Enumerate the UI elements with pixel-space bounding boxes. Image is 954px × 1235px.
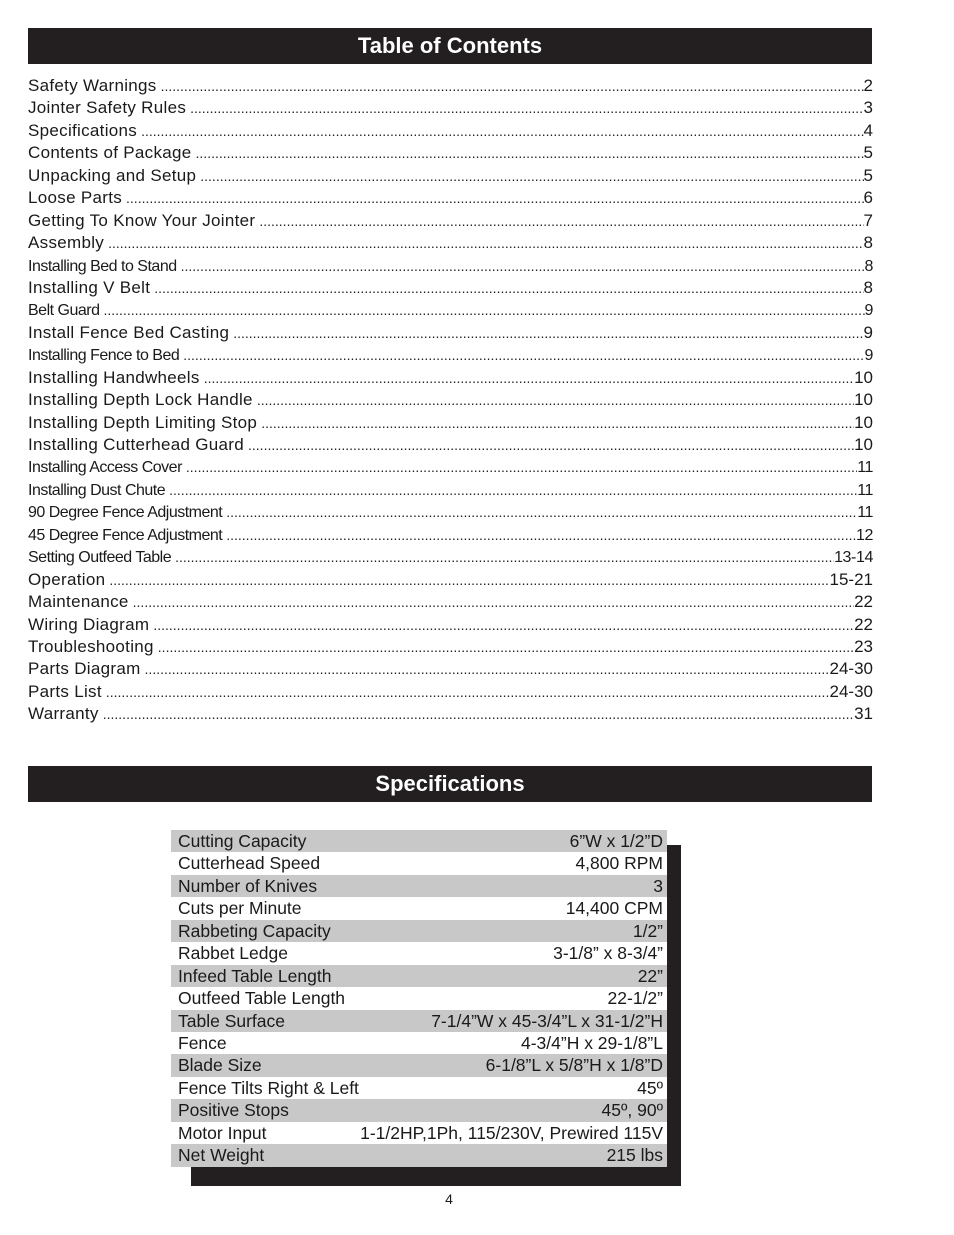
toc-entry: [28, 142, 873, 164]
toc-entry: [28, 591, 873, 613]
toc-entry-page: 2: [863, 76, 873, 95]
toc-leader-dots: [108, 232, 863, 254]
toc-leader-dots: [196, 142, 864, 164]
toc-entry: [28, 546, 873, 568]
toc-entry-page: 8: [863, 277, 873, 297]
spec-row: [171, 1010, 667, 1032]
spec-row: [171, 1099, 667, 1121]
toc-entry-page: 6: [863, 188, 873, 208]
spec-row: [171, 942, 667, 964]
toc-entry-label: Belt Guard: [28, 302, 100, 320]
toc-entry: [28, 389, 873, 411]
toc-entry-page: 23: [854, 636, 873, 656]
toc-leader-dots: [261, 412, 854, 434]
toc-entry-page: 8: [864, 257, 873, 275]
spec-label: Fence Tilts Right & Left: [178, 1077, 359, 1098]
toc-entry: [28, 636, 873, 658]
spec-value: 22-1/2”: [607, 988, 663, 1009]
toc-entry: [28, 501, 873, 523]
spec-label: Cutterhead Speed: [178, 853, 321, 874]
toc-entry-page: 11: [857, 459, 873, 477]
spec-row: [171, 1122, 667, 1144]
toc-entry-page: 10: [854, 390, 873, 410]
spec-label: Infeed Table Length: [178, 965, 332, 986]
toc-entry-page: 11: [857, 504, 873, 522]
toc-entry-label: Installing Depth Limiting Stop: [28, 412, 258, 432]
spec-label: Cutting Capacity: [178, 831, 307, 851]
spec-label: Fence: [178, 1032, 227, 1053]
toc-leader-dots: [103, 299, 864, 321]
toc-entry-label: 45 Degree Fence Adjustment: [28, 526, 223, 544]
toc-leader-dots: [154, 277, 863, 299]
spec-value: 4,800 RPM: [575, 853, 663, 874]
toc-entry-page: 7: [863, 210, 873, 230]
toc-entry-label: Installing Dust Chute: [28, 481, 166, 499]
toc-leader-dots: [106, 681, 830, 703]
toc-entry-label: Installing Access Cover: [28, 459, 182, 477]
spec-value: 45º: [637, 1077, 663, 1098]
toc-leader-dots: [190, 97, 863, 119]
toc-entry-page: 13-14: [834, 549, 873, 567]
toc-leader-dots: [133, 591, 854, 613]
spec-label: Rabbet Ledge: [178, 943, 288, 964]
toc-leader-dots: [141, 120, 863, 142]
toc-leader-dots: [233, 322, 863, 344]
toc-leader-dots: [259, 210, 863, 232]
spec-row: [171, 987, 667, 1009]
spec-value: 1/2”: [632, 920, 663, 941]
toc-entry-page: 24-30: [829, 659, 873, 679]
toc-leader-dots: [103, 703, 854, 725]
toc-entry-label: Assembly: [28, 233, 105, 253]
toc-entry-label: Safety Warnings: [28, 76, 157, 95]
toc-entry-label: Troubleshooting: [28, 636, 154, 656]
table-of-contents: [28, 75, 873, 726]
spec-label: Cuts per Minute: [178, 898, 302, 919]
toc-entry: [28, 255, 873, 277]
spec-row: [171, 1054, 667, 1076]
toc-entry-label: Setting Outfeed Table: [28, 549, 172, 567]
spec-row: [171, 1144, 667, 1166]
toc-entry: [28, 569, 873, 591]
page-number: 4: [445, 1191, 453, 1207]
spec-label: Blade Size: [178, 1055, 262, 1076]
toc-entry-label: Contents of Package: [28, 143, 192, 163]
toc-entry: [28, 277, 873, 299]
toc-entry-page: 9: [864, 302, 873, 320]
toc-entry-page: 15-21: [829, 569, 873, 589]
toc-leader-dots: [109, 569, 829, 591]
toc-leader-dots: [161, 75, 864, 97]
spec-row: [171, 852, 667, 874]
toc-leader-dots: [186, 456, 857, 478]
toc-entry: [28, 456, 873, 478]
toc-leader-dots: [175, 546, 834, 568]
spec-value: 215 lbs: [606, 1145, 663, 1166]
specifications-heading: Specifications: [28, 766, 872, 802]
toc-entry-page: 4: [863, 120, 873, 140]
toc-heading: Table of Contents: [28, 28, 872, 64]
toc-entry-label: Unpacking and Setup: [28, 165, 197, 185]
toc-entry: [28, 75, 873, 97]
toc-leader-dots: [257, 389, 854, 411]
spec-row: [171, 897, 667, 919]
toc-entry-label: Parts List: [28, 681, 102, 701]
toc-entry-page: 22: [854, 592, 873, 612]
toc-entry: [28, 412, 873, 434]
spec-row: [171, 965, 667, 987]
toc-entry-page: 5: [863, 165, 873, 185]
toc-entry-label: Installing Depth Lock Handle: [28, 390, 253, 410]
toc-entry: [28, 120, 873, 142]
spec-value: 6”W x 1/2”D: [569, 831, 663, 851]
toc-entry: [28, 703, 873, 725]
toc-entry: [28, 97, 873, 119]
toc-entry-label: Installing V Belt: [28, 277, 151, 297]
toc-entry: [28, 210, 873, 232]
toc-entry-label: Installing Fence to Bed: [28, 347, 180, 365]
toc-entry-page: 10: [854, 435, 873, 454]
toc-entry-label: Loose Parts: [28, 188, 123, 208]
toc-entry-page: 12: [856, 526, 873, 544]
toc-entry-page: 8: [863, 233, 873, 253]
toc-entry: [28, 367, 873, 389]
spec-value: 6-1/8”L x 5/8”H x 1/8”D: [485, 1055, 663, 1076]
toc-entry-page: 3: [863, 98, 873, 118]
toc-entry: [28, 299, 873, 321]
toc-entry-label: Installing Cutterhead Guard: [28, 435, 245, 454]
toc-entry-label: Maintenance: [28, 592, 129, 612]
toc-leader-dots: [226, 524, 856, 546]
toc-leader-dots: [248, 434, 854, 456]
toc-leader-dots: [204, 367, 854, 389]
toc-entry-label: Specifications: [28, 120, 138, 140]
toc-entry-page: 10: [854, 367, 873, 387]
spec-label: Number of Knives: [178, 875, 318, 896]
spec-value: 1-1/2HP,1Ph, 115/230V, Prewired 115V: [360, 1122, 663, 1143]
spec-value: 22”: [637, 965, 663, 986]
toc-entry-label: 90 Degree Fence Adjustment: [28, 504, 223, 522]
toc-leader-dots: [153, 614, 854, 636]
spec-value: 3: [653, 875, 663, 896]
toc-entry: [28, 434, 873, 456]
spec-value: 14,400 CPM: [565, 898, 663, 919]
spec-value: 45º, 90º: [601, 1100, 663, 1121]
toc-entry-page: 9: [863, 322, 873, 342]
toc-leader-dots: [145, 658, 830, 680]
toc-entry-label: Installing Bed to Stand: [28, 257, 177, 275]
spec-value: 3-1/8” x 8-3/4”: [553, 943, 663, 964]
toc-entry: [28, 322, 873, 344]
toc-entry-label: Install Fence Bed Casting: [28, 322, 230, 342]
toc-entry-label: Operation: [28, 569, 106, 589]
toc-entry-page: 22: [854, 614, 873, 634]
toc-entry-label: Installing Handwheels: [28, 367, 200, 387]
toc-entry-page: 5: [863, 143, 873, 163]
toc-entry: [28, 681, 873, 703]
toc-entry-page: 9: [864, 347, 873, 365]
spec-value: 7-1/4”W x 45-3/4”L x 31-1/2”H: [431, 1010, 663, 1031]
toc-leader-dots: [181, 255, 865, 277]
toc-leader-dots: [200, 165, 863, 187]
toc-entry: [28, 479, 873, 501]
spec-label: Table Surface: [178, 1010, 286, 1031]
spec-label: Outfeed Table Length: [178, 988, 346, 1009]
toc-entry-page: 24-30: [829, 681, 873, 701]
spec-label: Rabbeting Capacity: [178, 920, 331, 941]
spec-row: [171, 1077, 667, 1099]
spec-label: Positive Stops: [178, 1100, 289, 1121]
toc-entry: [28, 344, 873, 366]
toc-entry-label: Warranty: [28, 704, 99, 724]
toc-entry-label: Parts Diagram: [28, 659, 141, 679]
toc-entry-page: 31: [854, 704, 873, 724]
toc-entry-page: 10: [854, 412, 873, 432]
spec-row: [171, 1032, 667, 1054]
spec-value: 4-3/4”H x 29-1/8”L: [520, 1032, 663, 1053]
toc-entry: [28, 187, 873, 209]
toc-entry: [28, 614, 873, 636]
toc-entry: [28, 524, 873, 546]
toc-entry-label: Getting To Know Your Jointer: [28, 210, 256, 230]
specifications-table: [171, 830, 667, 1167]
toc-leader-dots: [183, 344, 864, 366]
spec-label: Motor Input: [178, 1122, 267, 1143]
toc-leader-dots: [226, 501, 857, 523]
spec-row: [171, 875, 667, 897]
toc-leader-dots: [126, 187, 864, 209]
toc-entry: [28, 658, 873, 680]
spec-label: Net Weight: [178, 1145, 265, 1166]
toc-leader-dots: [158, 636, 854, 658]
spec-row: [171, 830, 667, 852]
toc-entry-label: Wiring Diagram: [28, 614, 150, 634]
toc-entry-page: 11: [857, 481, 873, 499]
toc-entry: [28, 232, 873, 254]
toc-entry-label: Jointer Safety Rules: [28, 98, 187, 118]
spec-row: [171, 920, 667, 942]
toc-leader-dots: [169, 479, 857, 501]
toc-entry: [28, 165, 873, 187]
